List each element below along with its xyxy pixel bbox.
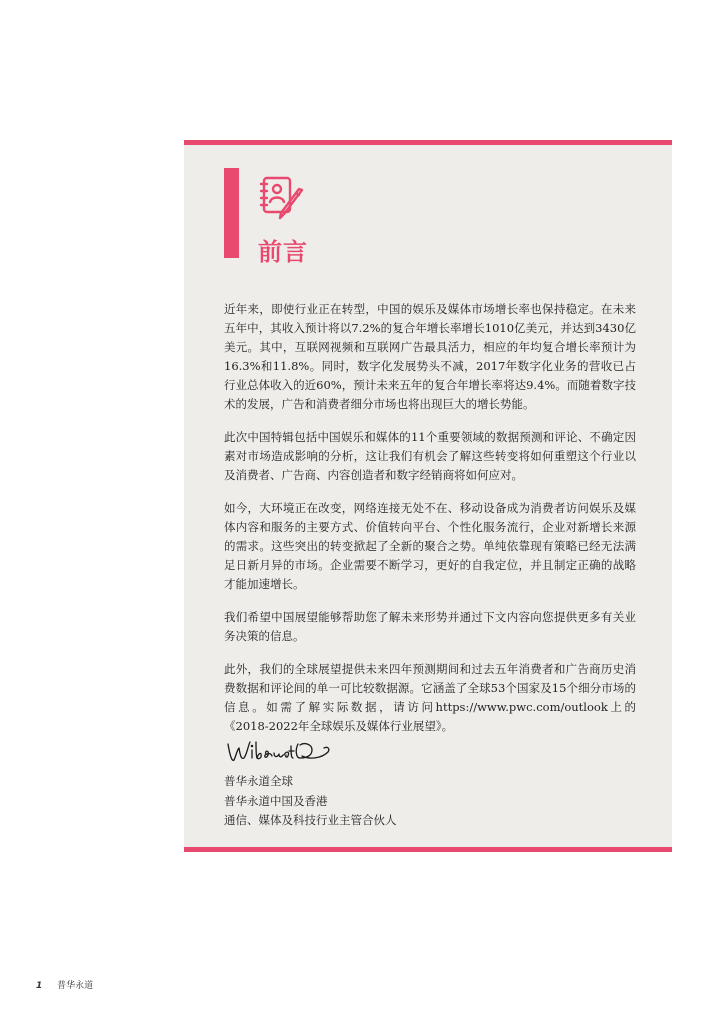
bottom-accent-rule	[184, 847, 672, 852]
notebook-pen-icon	[258, 172, 310, 224]
body-text	[224, 300, 636, 750]
accent-bar	[224, 168, 239, 258]
paragraph: 如今，大环境正在改变，网络连接无处不在、移动设备成为消费者访问娱乐及媒体内容和服务的主要方式、价值转向平台、个性化服务流行，企业对新增长来源的需求。这些突出的转变掀起了全新的聚合之势。单纯依靠现有策略已经无法满足日新月异的市场。企业需要不断学习，更好的自我定位，并且制定正确的战略才能加速增长。	[224, 501, 636, 591]
foreword-panel	[184, 140, 672, 852]
section-title: 前言	[258, 237, 308, 266]
page-footer	[36, 978, 93, 991]
page-number: 1	[36, 981, 43, 991]
footer-brand: 普华永道	[57, 981, 94, 991]
paragraph: 此次中国特辑包括中国娱乐和媒体的11个重要领域的数据预测和评论、不确定因素对市场造成影响的分析，这让我们有机会了解这些转变将如何重塑这个行业以及消费者、广告商、内容创造者和数字经销商将如何应对。	[224, 430, 636, 482]
paragraph: 近年来，即使行业正在转型，中国的娱乐及媒体市场增长率也保持稳定。在未来五年中，其收入预计将以7.2%的复合年增长率增长1010亿美元，并达到3430亿美元。其中，互联网视频和互联网广告最具活力，相应的年均复合增长率预计为16.3%和11.8%。同时，数字化发展势头不减，2017年数字化业务的营收已占行业总体收入的近60%，预计未来五年的复合年增长率将达9.4%。而随着数字技术的发展，广告和消费者细分市场也将出现巨大的增长势能。	[224, 302, 636, 411]
signer-line: 通信、媒体及科技行业主管合伙人	[224, 813, 397, 827]
signer-block	[224, 772, 397, 831]
handwritten-signature	[224, 736, 334, 768]
signer-line: 普华永道中国及香港	[224, 793, 328, 808]
paragraph: 我们希望中国展望能够帮助您了解未来形势并通过下文内容向您提供更多有关业务决策的信息。	[224, 610, 636, 643]
signer-line: 普华永道全球	[224, 774, 293, 788]
top-accent-rule	[184, 140, 672, 145]
paragraph: 此外，我们的全球展望提供未来四年预测期间和过去五年消费者和广告商历史消费数据和评论间的单一可比较数据源。它涵盖了全球53个国家及15个细分市场的信息。如需了解实际数据，请访问https://www.pwc.com/outlook上的《2018-2022年全球娱乐及媒体行业展望》。	[224, 662, 636, 733]
